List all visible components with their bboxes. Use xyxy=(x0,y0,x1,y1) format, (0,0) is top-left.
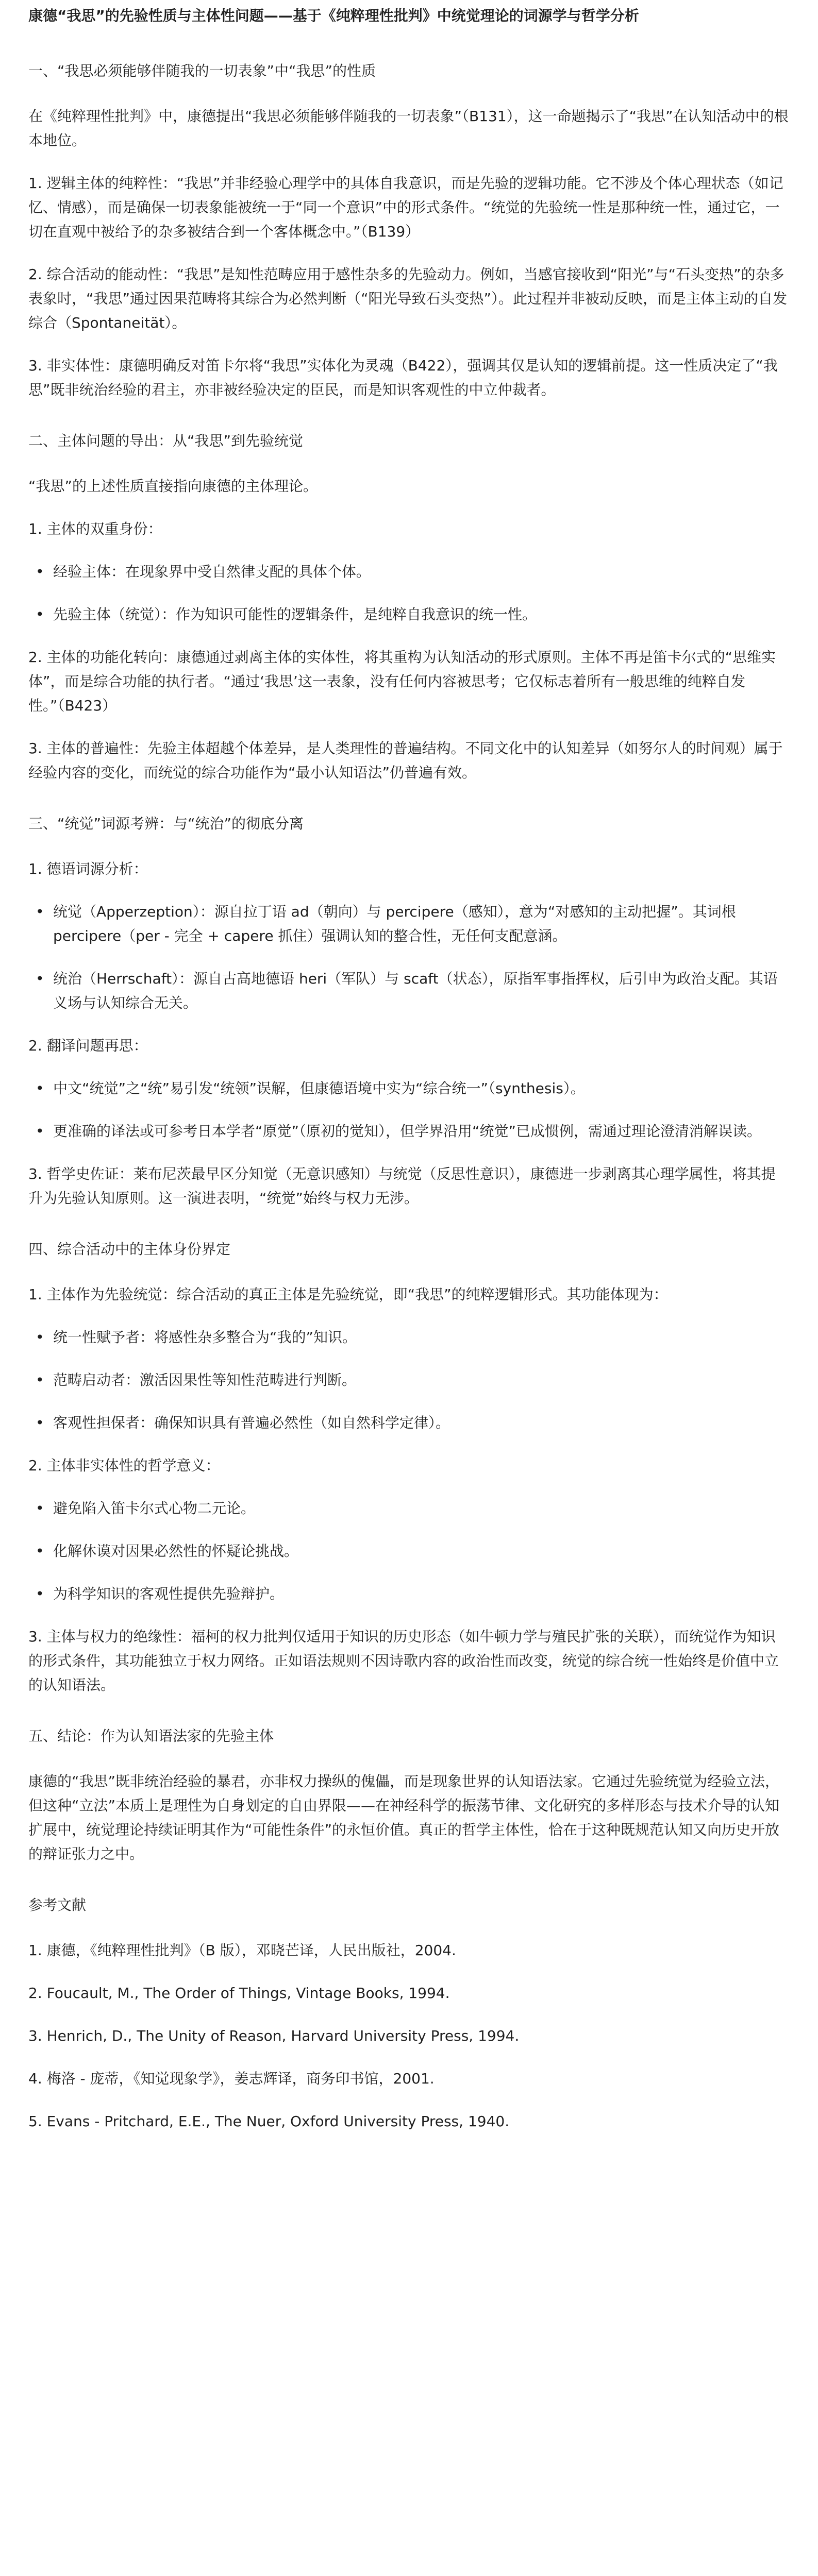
bullet-item xyxy=(28,1325,790,1349)
bullet-text: 统觉（Apperzeption）：源自拉丁语 ad（朝向）与 percipere（感知），意为“对感知的主动把握”。其词根 percipere（per - 完全 + capere 抓住）强调认知的整合性，无任何支配意涵。 xyxy=(53,903,736,944)
bullet-item xyxy=(28,1368,790,1392)
bullet-item xyxy=(28,1496,790,1520)
bullet-text: 先验主体（统觉）：作为知识可能性的逻辑条件，是纯粹自我意识的统一性。 xyxy=(53,606,537,623)
bullet-dot-icon: • xyxy=(36,1543,44,1560)
paragraph: 5. Evans - Pritchard, E.E., The Nuer, Oxford University Press, 1940. xyxy=(28,2113,510,2130)
paragraph: 2. Foucault, M., The Order of Things, Vintage Books, 1994. xyxy=(28,1985,450,2002)
section-heading: 参考文献 xyxy=(28,1896,87,1913)
paragraph: 2. 主体的功能化转向：康德通过剥离主体的实体性，将其重构为认知活动的形式原则。主体不再是笛卡尔式的“思维实体”，而是综合功能的执行者。“通过‘我思’这一表象，没有任何内容被思考；它仅标志着所有一般思维的纯粹自发性。”（B423） xyxy=(28,649,776,714)
section-heading: 三、“统觉”词源考辨：与“统治”的彻底分离 xyxy=(28,815,304,832)
bullet-item xyxy=(28,1119,790,1143)
section-heading: 四、综合活动中的主体身份界定 xyxy=(28,1241,231,1258)
paragraph: 1. 主体作为先验统觉：综合活动的真正主体是先验统觉，即“我思”的纯粹逻辑形式。其功能体现为： xyxy=(28,1286,668,1303)
bullet-item xyxy=(28,602,790,626)
paragraph: 康德的“我思”既非统治经验的暴君，亦非权力操纵的傀儡，而是现象世界的认知语法家。它通过先验统觉为经验立法，但这种“立法”本质上是理性为自身划定的自由界限——在神经科学的振荡节律、文化研究的多样形态与技术介导的认知扩展中，统觉理论持续证明其作为“可能性条件”的永恒价值。真正的哲学主体性，恰在于这种既规范认知又向历史开放的辩证张力之中。 xyxy=(28,1773,780,1862)
bullet-item xyxy=(28,967,790,1015)
paragraph: 3. 主体的普遍性：先验主体超越个体差异，是人类理性的普遍结构。不同文化中的认知差异（如努尔人的时间观）属于经验内容的变化，而统觉的综合功能作为“最小认知语法”仍普遍有效。 xyxy=(28,740,783,781)
bullet-dot-icon: • xyxy=(36,1585,44,1602)
paragraph: 1. 主体的双重身份： xyxy=(28,520,162,537)
paragraph: 在《纯粹理性批判》中，康德提出“我思必须能够伴随我的一切表象”（B131），这一命题揭示了“我思”在认知活动中的根本地位。 xyxy=(28,108,789,149)
paragraph: 1. 德语词源分析： xyxy=(28,860,148,877)
bullet-text: 化解休谟对因果必然性的怀疑论挑战。 xyxy=(53,1543,299,1560)
bullet-item xyxy=(28,900,790,948)
paragraph: 3. 非实体性：康德明确反对笛卡尔将“我思”实体化为灵魂（B422），强调其仅是认知的逻辑前提。这一性质决定了“我思”既非统治经验的君主，亦非被经验决定的臣民，而是知识客观性的中立仲裁者。 xyxy=(28,357,778,398)
bullet-dot-icon: • xyxy=(36,1414,44,1431)
bullet-item xyxy=(28,1411,790,1435)
bullet-item xyxy=(28,1076,790,1100)
paragraph: 1. 康德，《纯粹理性批判》（B 版），邓晓芒译，人民出版社，2004. xyxy=(28,1942,456,1959)
bullet-text: 统一性赋予者：将感性杂多整合为“我的”知识。 xyxy=(53,1329,357,1346)
paragraph: 3. 哲学史佐证：莱布尼茨最早区分知觉（无意识感知）与统觉（反思性意识），康德进一步剥离其心理学属性，将其提升为先验认知原则。这一演进表明，“统觉”始终与权力无涉。 xyxy=(28,1165,776,1207)
paragraph: 3. 主体与权力的绝缘性：福柯的权力批判仅适用于知识的历史形态（如牛顿力学与殖民扩张的关联），而统觉作为知识的形式条件，其功能独立于权力网络。正如语法规则不因诗歌内容的政治性而改变，统觉的综合统一性始终是价值中立的认知语法。 xyxy=(28,1628,779,1693)
bullet-text: 中文“统觉”之“统”易引发“统领”误解，但康德语境中实为“综合统一”（synthesis）。 xyxy=(53,1080,585,1097)
paragraph: 2. 主体非实体性的哲学意义： xyxy=(28,1457,220,1474)
bullet-dot-icon: • xyxy=(36,1123,44,1140)
bullet-dot-icon: • xyxy=(36,1371,44,1388)
document-body xyxy=(28,56,790,2133)
paragraph: “我思”的上述性质直接指向康德的主体理论。 xyxy=(28,478,318,495)
bullet-text: 范畴启动者：激活因果性等知性范畴进行判断。 xyxy=(53,1371,357,1388)
bullet-dot-icon: • xyxy=(36,970,44,987)
bullet-text: 避免陷入笛卡尔式心物二元论。 xyxy=(53,1500,256,1517)
bullet-dot-icon: • xyxy=(36,563,44,580)
bullet-text: 客观性担保者：确保知识具有普遍必然性（如自然科学定律）。 xyxy=(53,1414,450,1431)
bullet-text: 为科学知识的客观性提供先验辩护。 xyxy=(53,1585,285,1602)
bullet-dot-icon: • xyxy=(36,1329,44,1346)
bullet-text: 更准确的译法或可参考日本学者“原觉”（原初的觉知），但学界沿用“统觉”已成惯例，需通过理论澄清消解误读。 xyxy=(53,1123,762,1140)
document-title: 康德“我思”的先验性质与主体性问题——基于《纯粹理性批判》中统觉理论的词源学与哲学分析 xyxy=(28,7,639,24)
paragraph: 3. Henrich, D., The Unity of Reason, Harvard University Press, 1994. xyxy=(28,2027,520,2044)
section-heading: 五、结论：作为认知语法家的先验主体 xyxy=(28,1727,274,1744)
paragraph: 1. 逻辑主体的纯粹性：“我思”并非经验心理学中的具体自我意识，而是先验的逻辑功能。它不涉及个体心理状态（如记忆、情感），而是确保一切表象能被统一于“同一个意识”中的形式条件。“统觉的先验统一性是那种统一性，通过它，一切在直观中被给予的杂多被结合到一个客体概念中。”（B139） xyxy=(28,175,783,240)
bullet-item xyxy=(28,1539,790,1563)
section-heading: 一、“我思必须能够伴随我的一切表象”中“我思”的性质 xyxy=(28,62,376,79)
paragraph: 2. 综合活动的能动性：“我思”是知性范畴应用于感性杂多的先验动力。例如，当感官接收到“阳光”与“石头变热”的杂多表象时，“我思”通过因果范畴将其综合为必然判断（“阳光导致石头变热”）。此过程并非被动反映，而是主体主动的自发综合（Spontaneität）。 xyxy=(28,266,788,331)
bullet-dot-icon: • xyxy=(36,1500,44,1517)
bullet-dot-icon: • xyxy=(36,1080,44,1097)
bullet-dot-icon: • xyxy=(36,903,44,920)
bullet-item xyxy=(28,1582,790,1606)
bullet-dot-icon: • xyxy=(36,606,44,623)
bullet-text: 统治（Herrschaft）：源自古高地德语 heri（军队）与 scaft（状态），原指军事指挥权，后引申为政治支配。其语义场与认知综合无关。 xyxy=(53,970,778,1011)
paragraph: 2. 翻译问题再思： xyxy=(28,1037,148,1054)
bullet-text: 经验主体：在现象界中受自然律支配的具体个体。 xyxy=(53,563,371,580)
bullet-item xyxy=(28,560,790,584)
paragraph: 4. 梅洛 - 庞蒂，《知觉现象学》，姜志辉译，商务印书馆，2001. xyxy=(28,2070,435,2087)
section-heading: 二、主体问题的导出：从“我思”到先验统觉 xyxy=(28,432,304,449)
